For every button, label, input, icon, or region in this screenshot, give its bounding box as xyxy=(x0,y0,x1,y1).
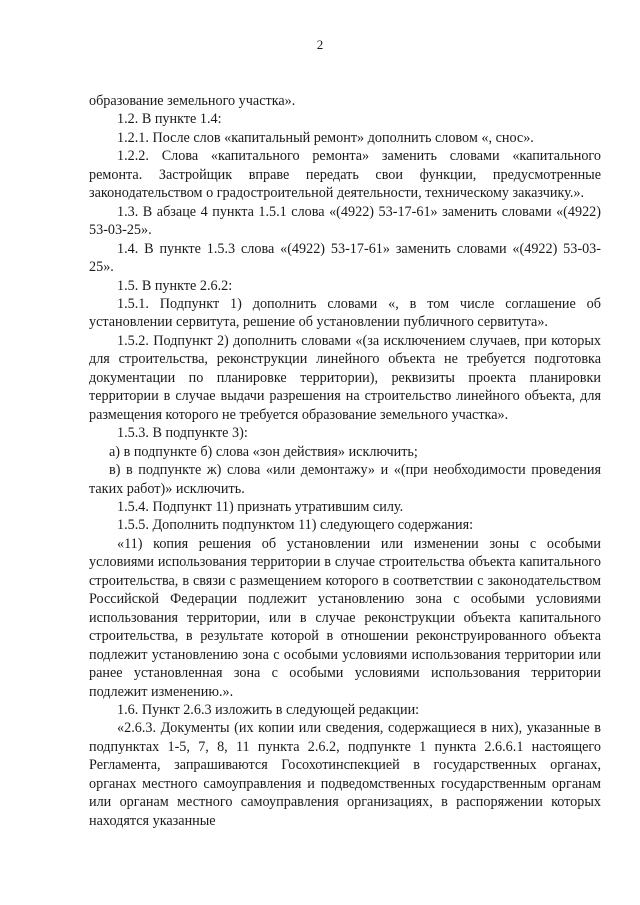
paragraph: 1.5.5. Дополнить подпунктом 11) следующего содержания: xyxy=(117,517,474,534)
paragraph: «11) копия решения об установлении или изменении зоны с особыми условиями использования территории в случае строительства объекта капитального строительства, в связи с размещением которого в соответствии с законодательством Российской Федерации подлежит установлению зона с особыми условиями использования территории, или в случае реконструкции объекта капитального строительства, в результате которой в отношении реконструированного объекта подлежит установлению зона с особыми условиями использования территории или ранее установленная зона с особыми условиями использования территории подлежит изменению.». xyxy=(89,535,601,700)
paragraph: «2.6.3. Документы (их копии или сведения, содержащиеся в них), указанные в подпунктах 1-5, 7, 8, 11 пункта 2.6.2, подпункте 1 пункта 2.6.6.1 настоящего Регламента, запрашиваются Госохотинспекцией в государственных органах, органах местного самоуправления и подведомственных государственным органам или органам местного самоуправления организациях, в распоряжении которых находятся указанные xyxy=(89,720,601,829)
paragraph: в) в подпункте ж) слова «или демонтажу» и «(при необходимости проведения таких работ)» исключить. xyxy=(89,462,601,497)
paragraph: 1.2.2. Слова «капитального ремонта» заменить словами «капитального ремонта. Застройщик вправе передать свои функции, предусмотренные законодательством о градостроительной деятельности, техническому заказчику.». xyxy=(89,148,601,202)
paragraph: 1.4. В пункте 1.5.3 слова «(4922) 53-17-61» заменить словами «(4922) 53-03-25». xyxy=(89,240,601,276)
paragraph: 1.3. В абзаце 4 пункта 1.5.1 слова «(4922) 53-17-61» заменить словами «(4922) 53-03-25». xyxy=(89,203,601,239)
paragraph: а) в подпункте б) слова «зон действия» исключить; xyxy=(109,443,418,460)
paragraph: 1.2.1. После слов «капитальный ремонт» дополнить словом «, снос». xyxy=(117,129,534,146)
paragraph: 1.6. Пункт 2.6.3 изложить в следующей редакции: xyxy=(117,701,420,718)
document-body xyxy=(89,92,601,830)
paragraph: 1.5.2. Подпункт 2) дополнить словами «(за исключением случаев, при которых для строительства, реконструкции линейного объекта не требуется подготовка документации по планировке территории), реквизиты проекта планировки территории в случае выдачи разрешения на строительство линейного объекта, для размещения которого не требуется образование земельного участка». xyxy=(89,332,601,423)
page-number: 2 xyxy=(316,37,324,52)
paragraph: 1.2. В пункте 1.4: xyxy=(117,111,222,128)
paragraph: образование земельного участка». xyxy=(89,93,296,109)
paragraph: 1.5. В пункте 2.6.2: xyxy=(117,277,233,294)
paragraph: 1.5.3. В подпункте 3): xyxy=(117,425,248,442)
paragraph: 1.5.4. Подпункт 11) признать утратившим силу. xyxy=(117,498,404,515)
paragraph: 1.5.1. Подпункт 1) дополнить словами «, в том числе соглашение об установлении сервитута, решение об установлении публичного сервитута». xyxy=(89,295,601,331)
